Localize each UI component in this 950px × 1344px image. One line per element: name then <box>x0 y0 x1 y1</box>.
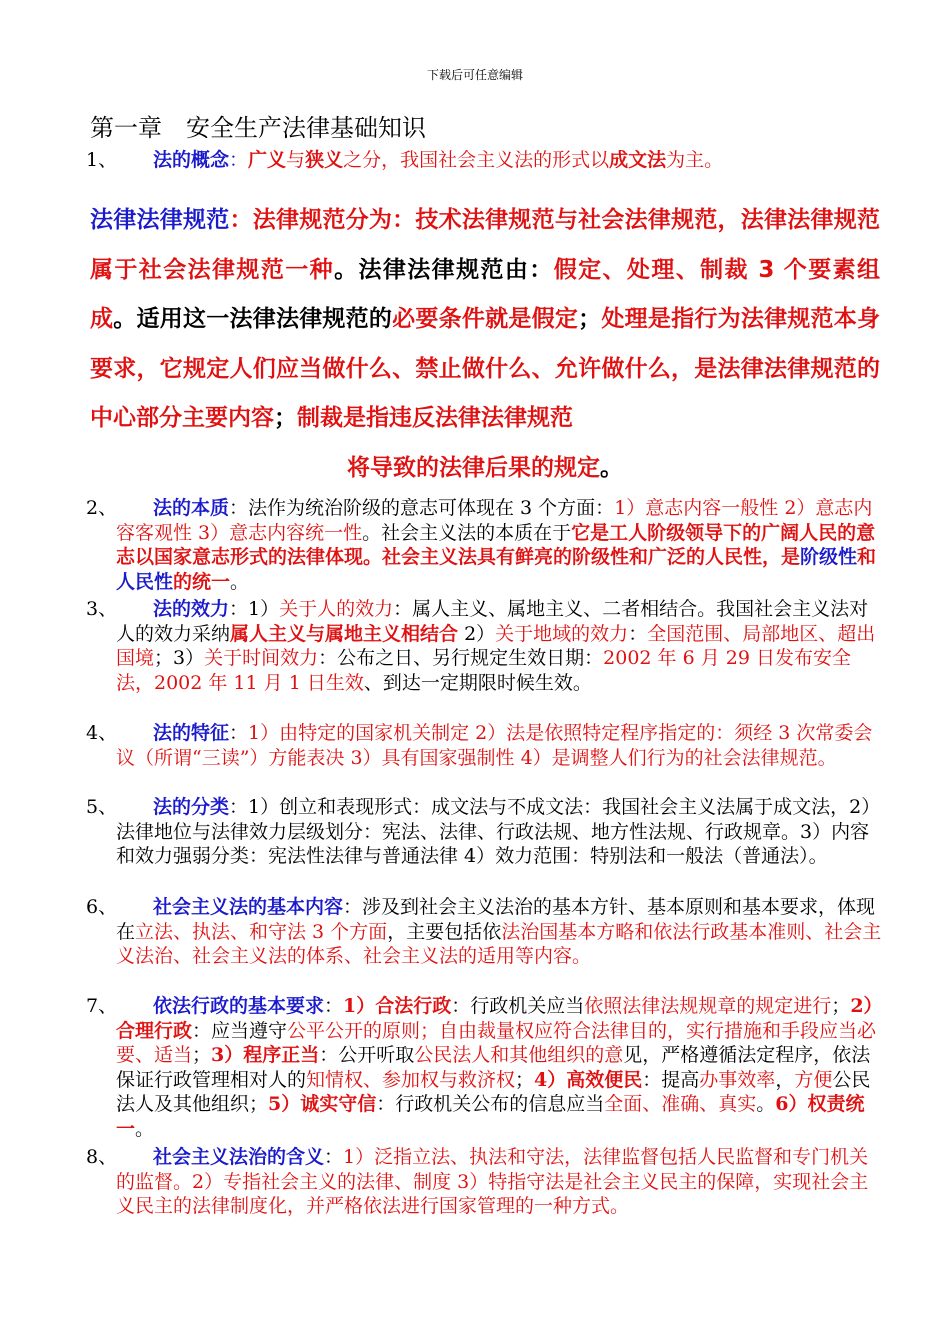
text-segment: 4）高效便民 <box>534 1068 643 1091</box>
text-segment: 公平公开的原则；自由裁量权应符合法律目的，实行措施和手段应当必要、适当 <box>116 1019 877 1066</box>
text-segment: ： <box>628 622 648 645</box>
text-segment: 法的效力 <box>153 598 230 620</box>
text-segment: 关于时间效力 <box>204 647 319 669</box>
text-segment: ：1） <box>229 598 280 620</box>
item-number: 8、 <box>86 1146 118 1168</box>
text-segment: 5）诚实守信 <box>268 1093 377 1115</box>
item-number: 2、 <box>86 497 118 519</box>
text-segment: 。 <box>756 1093 776 1115</box>
text-segment: 为主。 <box>666 149 724 171</box>
text-segment: 假定、处理、制裁 3 个要素组成 <box>90 256 881 332</box>
text-segment: 2002 年 6 月 29 日发布安全法，2002 年 11 月 1 日生效 <box>116 647 851 694</box>
item-text <box>116 721 882 770</box>
text-segment: 社会主义法的基本内容 <box>153 896 344 918</box>
text-segment: ； <box>831 995 851 1017</box>
text-segment: 知情权、参加权与救济权 <box>306 1068 516 1091</box>
list-item <box>86 1145 882 1219</box>
list-item <box>86 721 882 770</box>
text-segment: 1）由特定的国家机关制定 2）法是依照特定程序指定的：须经 3 次常委会议（所谓“三读”）方能表决 3）具有国家强制性 4）是调整人们行为的社会法律规范。 <box>116 722 873 769</box>
text-segment: 狭义 <box>305 149 344 171</box>
item-number: 6、 <box>86 896 118 918</box>
text-segment: ：公布之日、另行规定生效日期： <box>318 647 604 669</box>
text-segment: ：行政机关公布的信息应当 <box>376 1093 605 1115</box>
text-segment: 立法、执法、和守法 3 个方面 <box>135 920 388 943</box>
list-item <box>86 496 882 594</box>
text-segment: ， <box>775 1068 795 1091</box>
text-segment: ：提高 <box>642 1068 700 1091</box>
text-segment: ； <box>192 1044 212 1066</box>
text-segment: ：1）创立和表现形式：成文法与不成文法：我国社会主义法属于成文法，2）法律地位与法律效力层级划分：宪法、法律、行政法规、地方性法规、行政规章。3）内容和效力强弱分类：宪法性法律与普通法律 4）效力范围：特别法和一般法（普通法）。 <box>116 796 881 867</box>
list-item <box>86 994 882 1141</box>
text-segment: 的统一 <box>173 570 231 593</box>
law-norm-paragraph <box>90 196 880 493</box>
text-segment: 。社会主义法的本质在于 <box>362 521 572 544</box>
text-segment: ：行政机关应当 <box>451 995 585 1017</box>
text-segment: 属人主义与属地主义相结合 <box>230 622 459 645</box>
text-segment: ：属人主义、属地主义、二者相结合。我国社会主义法对人的效力采纳 <box>116 598 869 645</box>
text-segment: 人民性 <box>116 570 174 593</box>
text-segment: 。 <box>135 1117 155 1140</box>
text-segment: 社会主义法治的含义 <box>153 1146 325 1168</box>
text-segment: ：法律规范分为：技术法律规范与社会法律规范，法律法律规范属于社会法律规范一种 <box>90 207 881 283</box>
text-segment: 关于地域的效力 <box>495 622 629 645</box>
item-text <box>116 1145 882 1219</box>
item-text <box>116 496 882 594</box>
text-segment: 法律法律规范 <box>90 207 230 233</box>
item-number: 5、 <box>86 796 118 818</box>
text-segment: 依法行政的基本要求 <box>153 995 325 1017</box>
item-number: 4、 <box>86 722 118 744</box>
text-segment: 和 <box>857 546 877 568</box>
item-number: 7、 <box>86 995 118 1017</box>
item-number: 3、 <box>86 598 118 620</box>
text-segment: 公民法人及其他组织； <box>116 1068 871 1115</box>
text-segment: 全面、准确、真实 <box>604 1093 757 1115</box>
text-segment: ：法作为统治阶级的意志可体现在 3 个方面： <box>229 497 615 519</box>
text-segment: 将导致的法律后果的规定 <box>347 454 600 481</box>
text-segment: ：应当遵守 <box>192 1019 288 1042</box>
text-segment: 必要条件就是假定 <box>392 306 579 332</box>
text-segment: 成文法 <box>609 149 667 171</box>
text-segment: 、到达一定期限时候生效。 <box>363 671 592 694</box>
item-text <box>116 895 882 969</box>
text-segment: 6）权责统一 <box>116 1093 865 1140</box>
text-segment: 3）程序正当 <box>211 1044 320 1066</box>
text-segment: 见，严格遵循法定程序，依法保证行政管理相对人的 <box>116 1044 871 1091</box>
text-segment: 全国范围、局部地区、超出国境 <box>116 622 876 669</box>
text-segment: 与 <box>286 149 306 171</box>
item-number: 1、 <box>86 149 118 171</box>
item-text <box>116 795 882 869</box>
text-segment: 。适用这一法律法律规范的 <box>113 306 393 332</box>
text-segment: 之分，我国社会主义法的形式以 <box>343 149 610 171</box>
text-segment: 法的特征 <box>153 722 230 744</box>
page-header: 下载后可任意编辑 <box>426 68 523 82</box>
list-item <box>86 895 882 969</box>
text-segment: 法的分类 <box>153 796 230 818</box>
text-segment: ： <box>229 722 249 744</box>
text-segment: 1）泛指立法、执法和守法，法律监督包括人民监督和专门机关的监督。2）专指社会主义的法律、制度 3）特指守法是社会主义民主的保障，实现社会主义民主的法律制度化，并严格依法进行国家管理的一种方式。 <box>116 1146 869 1217</box>
text-segment: 它是工人阶级领导下的广阔人民的意志以国家意志形式的法律体现。社会主义法具有鲜亮的阶级性和广泛的人民性，是 <box>116 521 876 568</box>
text-segment: 方便 <box>794 1068 833 1091</box>
chapter-title: 第一章 安全生产法律基础知识 <box>90 114 426 142</box>
text-segment: 法的概念 <box>153 149 230 171</box>
text-segment: ： <box>229 149 249 171</box>
text-segment: ； <box>578 306 602 332</box>
text-segment: 2） <box>458 622 496 645</box>
text-segment: 阶级性 <box>800 546 858 568</box>
text-segment: 1）合法行政 <box>343 995 452 1017</box>
text-segment: 。 <box>600 454 623 481</box>
list-item <box>86 795 882 869</box>
text-segment: 法的本质 <box>153 497 230 519</box>
text-segment: 公民法人和其他组织的意 <box>414 1044 624 1066</box>
list-item <box>86 148 882 173</box>
text-segment: 处理是指行为法律规范本身要求，它规定人们应当做什么、禁止做什么、允许做什么，是法律法律规范的中心部分主要内容 <box>90 306 881 431</box>
text-segment: 办事效率 <box>699 1068 776 1091</box>
text-segment: ，主要包括依 <box>387 920 502 943</box>
list-item <box>86 597 882 695</box>
law-norm-text <box>90 196 880 444</box>
text-segment: ： <box>324 1146 344 1168</box>
text-segment: ：涉及到社会主义法治的基本方针、基本原则和基本要求，体现在 <box>116 896 876 943</box>
text-segment: 。 <box>230 570 250 593</box>
text-segment: ；3） <box>154 647 205 669</box>
text-segment: 广义 <box>248 149 287 171</box>
text-segment: ：公开听取 <box>319 1044 415 1066</box>
text-segment: 。法律法律规范由： <box>334 256 554 283</box>
item-text <box>116 597 882 695</box>
text-segment: 制裁是指违反法律法律规范 <box>297 405 573 431</box>
law-norm-last-line <box>90 444 880 494</box>
text-segment: 法治国基本方略和依法行政基本准则、社会主义法治、社会主义法的体系、社会主义法的适用等内容。 <box>116 920 882 967</box>
text-segment: 1）意志内容一般性 2）意志内容客观性 3）意志内容统一性 <box>116 497 873 544</box>
text-segment: 关于人的效力 <box>279 598 394 620</box>
text-segment: ； <box>274 405 297 431</box>
text-segment: 依照法律法规规章的规定进行 <box>584 995 832 1017</box>
text-segment: 2）合理行政 <box>116 995 874 1042</box>
text-segment: ： <box>324 995 344 1017</box>
item-text <box>116 994 882 1141</box>
text-segment: ； <box>515 1068 535 1091</box>
item-text <box>116 148 882 173</box>
